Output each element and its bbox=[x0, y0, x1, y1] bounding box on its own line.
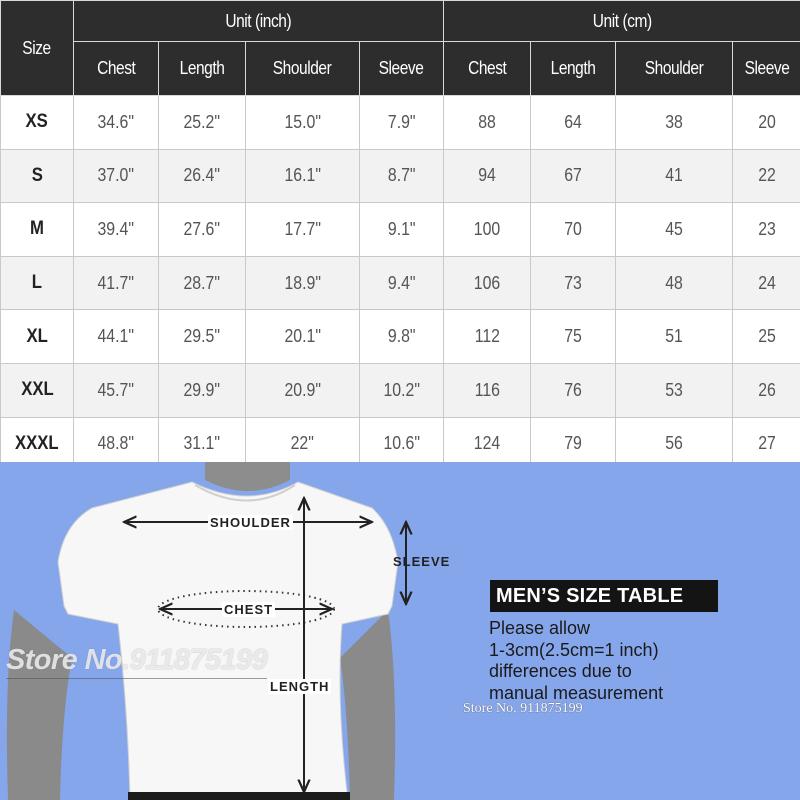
cell-value: 7.9" bbox=[387, 111, 416, 132]
store-watermark-small: Store No. 911875199 bbox=[463, 701, 583, 716]
cm-cell bbox=[444, 256, 531, 310]
model-left-arm bbox=[7, 610, 72, 800]
inch-cell bbox=[74, 203, 159, 257]
model-right-arm bbox=[340, 610, 395, 800]
cell-value: 37.0" bbox=[97, 165, 135, 186]
cm-cell bbox=[444, 203, 531, 257]
cm-cell bbox=[616, 203, 733, 257]
cell-value: 44.1" bbox=[97, 326, 135, 347]
cell-value: 17.7" bbox=[284, 218, 321, 239]
inch-cell bbox=[159, 256, 246, 310]
cell-value: 23 bbox=[757, 218, 776, 239]
inch-cell bbox=[360, 363, 444, 417]
cm-cell bbox=[733, 96, 800, 150]
table-row bbox=[1, 363, 800, 417]
cell-value: 26 bbox=[757, 379, 776, 400]
cell-value: 9.1" bbox=[387, 218, 416, 239]
column-header: Sleeve bbox=[360, 42, 444, 96]
cell-value: 70 bbox=[564, 218, 582, 239]
cell-value: 106 bbox=[473, 272, 501, 293]
table-header-column-row bbox=[1, 42, 800, 96]
table-row bbox=[1, 203, 800, 257]
cell-value: 73 bbox=[564, 272, 582, 293]
table-row bbox=[1, 149, 800, 203]
cell-value: 75 bbox=[564, 326, 582, 347]
cell-value: 112 bbox=[474, 326, 500, 347]
inch-cell bbox=[246, 149, 360, 203]
column-header: Shoulder bbox=[246, 42, 360, 96]
cell-value: 88 bbox=[478, 111, 496, 132]
cell-value: 28.7" bbox=[183, 272, 221, 293]
cell-value: 22" bbox=[290, 433, 315, 454]
cell-value: 31.1" bbox=[183, 433, 221, 454]
cell-value: 16.1" bbox=[284, 165, 321, 186]
cell-value: L bbox=[31, 272, 43, 294]
table-body bbox=[1, 96, 800, 471]
cell-value: 48.8" bbox=[97, 433, 135, 454]
inch-cell bbox=[360, 96, 444, 150]
cell-value: 25.2" bbox=[183, 111, 221, 132]
cell-value: XXL bbox=[20, 379, 54, 401]
cell-value: 8.7" bbox=[387, 165, 416, 186]
column-header: Length bbox=[531, 42, 616, 96]
sleeve-label: SLEEVE bbox=[393, 554, 451, 569]
inch-cell bbox=[246, 363, 360, 417]
inch-cell bbox=[246, 310, 360, 364]
cell-value: XL bbox=[26, 325, 48, 347]
cm-cell bbox=[616, 256, 733, 310]
inch-cell bbox=[159, 149, 246, 203]
cm-cell bbox=[733, 149, 800, 203]
cell-value: 26.4" bbox=[183, 165, 221, 186]
cell-value: 76 bbox=[564, 379, 582, 400]
cell-value: XXXL bbox=[15, 432, 59, 454]
cell-value: 24 bbox=[757, 272, 776, 293]
size-column-header: Size bbox=[1, 1, 74, 96]
cell-value: M bbox=[30, 218, 44, 240]
cell-value: 9.8" bbox=[387, 326, 416, 347]
cell-value: 29.5" bbox=[183, 326, 221, 347]
column-header: Chest bbox=[444, 42, 531, 96]
cell-value: 64 bbox=[564, 111, 582, 132]
cell-value: 27 bbox=[757, 433, 776, 454]
cm-cell bbox=[444, 149, 531, 203]
inch-cell bbox=[360, 203, 444, 257]
inch-cell bbox=[159, 363, 246, 417]
cell-value: 34.6" bbox=[97, 111, 135, 132]
note-line: Please allow bbox=[489, 618, 591, 638]
table-header-group-row bbox=[1, 1, 800, 42]
cm-cell bbox=[531, 363, 616, 417]
size-table-heading: MEN’S SIZE TABLE bbox=[490, 580, 718, 612]
inch-cell bbox=[159, 96, 246, 150]
note-line: differences due to bbox=[489, 661, 632, 681]
table-row bbox=[1, 310, 800, 364]
model-neck bbox=[205, 462, 290, 491]
column-header: Length bbox=[159, 42, 246, 96]
size-cell bbox=[1, 149, 74, 203]
cell-value: 41 bbox=[665, 165, 683, 186]
cm-cell bbox=[616, 310, 733, 364]
length-label: LENGTH bbox=[270, 679, 330, 694]
cell-value: 38 bbox=[665, 111, 683, 132]
inch-cell bbox=[74, 96, 159, 150]
cm-cell bbox=[733, 203, 800, 257]
cell-value: 100 bbox=[473, 218, 501, 239]
cell-value: 116 bbox=[474, 379, 500, 400]
measurement-note bbox=[489, 618, 789, 704]
column-header: Chest bbox=[74, 42, 159, 96]
store-watermark: Store No.911875199 bbox=[6, 644, 267, 679]
size-cell bbox=[1, 256, 74, 310]
cm-cell bbox=[531, 256, 616, 310]
cell-value: 9.4" bbox=[387, 272, 416, 293]
column-header: Sleeve bbox=[733, 42, 800, 96]
cm-cell bbox=[444, 310, 531, 364]
note-line: manual measurement bbox=[489, 682, 664, 703]
inch-cell bbox=[74, 310, 159, 364]
cm-cell bbox=[531, 149, 616, 203]
chest-label: CHEST bbox=[224, 602, 274, 617]
size-cell bbox=[1, 310, 74, 364]
inch-cell bbox=[159, 310, 246, 364]
cell-value: 39.4" bbox=[97, 218, 135, 239]
cell-value: 51 bbox=[665, 326, 683, 347]
cell-value: 10.6" bbox=[383, 433, 420, 454]
cell-value: 10.2" bbox=[383, 379, 420, 400]
cell-value: 29.9" bbox=[183, 379, 221, 400]
cm-cell bbox=[444, 363, 531, 417]
cm-cell bbox=[616, 149, 733, 203]
table-row bbox=[1, 96, 800, 150]
cell-value: 41.7" bbox=[97, 272, 135, 293]
cm-cell bbox=[616, 96, 733, 150]
cell-value: 18.9" bbox=[284, 272, 321, 293]
cm-cell bbox=[733, 310, 800, 364]
cell-value: 20.9" bbox=[284, 379, 321, 400]
inch-cell bbox=[74, 256, 159, 310]
cell-value: S bbox=[31, 164, 43, 186]
cell-value: 27.6" bbox=[183, 218, 221, 239]
cm-cell bbox=[531, 203, 616, 257]
cell-value: 25 bbox=[757, 326, 776, 347]
cell-value: 20 bbox=[757, 111, 776, 132]
inch-cell bbox=[360, 149, 444, 203]
unit-cm-header: Unit (cm) bbox=[444, 1, 800, 42]
cell-value: 15.0" bbox=[284, 111, 321, 132]
cm-cell bbox=[733, 363, 800, 417]
shoulder-label: SHOULDER bbox=[210, 515, 291, 530]
column-header: Shoulder bbox=[616, 42, 733, 96]
cell-value: XS bbox=[25, 111, 49, 133]
size-cell bbox=[1, 96, 74, 150]
size-cell bbox=[1, 363, 74, 417]
cell-value: 94 bbox=[478, 165, 496, 186]
inch-cell bbox=[246, 203, 360, 257]
cm-cell bbox=[616, 363, 733, 417]
cell-value: 53 bbox=[665, 379, 683, 400]
table-row bbox=[1, 256, 800, 310]
cm-cell bbox=[531, 310, 616, 364]
cell-value: 48 bbox=[665, 272, 683, 293]
inch-cell bbox=[360, 256, 444, 310]
unit-inch-header: Unit (inch) bbox=[74, 1, 444, 42]
cell-value: 45.7" bbox=[97, 379, 135, 400]
cm-cell bbox=[444, 96, 531, 150]
note-line: 1-3cm(2.5cm=1 inch) bbox=[489, 639, 659, 660]
measurement-diagram bbox=[0, 462, 800, 800]
cell-value: 67 bbox=[564, 165, 582, 186]
model-pants bbox=[128, 792, 350, 800]
cell-value: 124 bbox=[473, 433, 501, 454]
cm-cell bbox=[531, 96, 616, 150]
cell-value: 56 bbox=[665, 433, 683, 454]
cell-value: 45 bbox=[665, 218, 683, 239]
inch-cell bbox=[360, 310, 444, 364]
cell-value: 20.1" bbox=[284, 326, 321, 347]
inch-cell bbox=[246, 256, 360, 310]
inch-cell bbox=[74, 149, 159, 203]
size-cell bbox=[1, 203, 74, 257]
inch-cell bbox=[74, 363, 159, 417]
inch-cell bbox=[246, 96, 360, 150]
cm-cell bbox=[733, 256, 800, 310]
cell-value: 22 bbox=[757, 165, 776, 186]
cell-value: 79 bbox=[564, 433, 582, 454]
inch-cell bbox=[159, 203, 246, 257]
